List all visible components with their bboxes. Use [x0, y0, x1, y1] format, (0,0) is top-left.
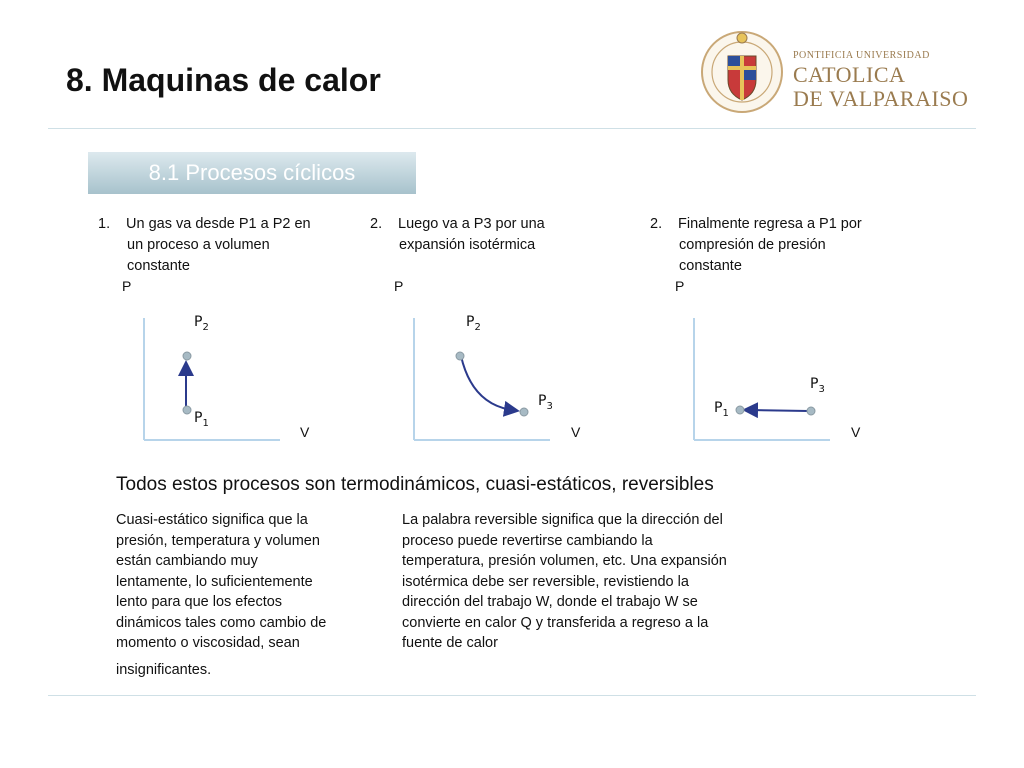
- left-para-line: momento o viscosidad, sean: [116, 635, 300, 651]
- graph-3-process-arrow: [750, 410, 808, 411]
- step-3-number: 2.: [650, 216, 663, 232]
- university-name: [793, 50, 968, 111]
- bottom-divider: [48, 695, 976, 696]
- right-para-line: fuente de calor: [402, 635, 498, 651]
- graph-3-y-label: P: [675, 278, 685, 294]
- graph-2-y-label: P: [394, 278, 404, 294]
- step-1-line1: Un gas va desde P1 a P2 en: [126, 216, 311, 232]
- step-3-line1: Finalmente regresa a P1 por: [678, 216, 862, 232]
- step-1-line2: un proceso a volumen: [127, 237, 270, 253]
- step-2-line2: expansión isotérmica: [399, 237, 536, 253]
- page-title: 8. Maquinas de calor: [66, 62, 381, 98]
- graph-1-x-label: V: [300, 424, 310, 440]
- graph-1-label-p1: $P_1$: [194, 410, 209, 429]
- step-3: [650, 214, 862, 277]
- left-para-line: lentamente, lo suficientemente: [116, 573, 313, 590]
- graph-2-point-p3: [520, 408, 528, 416]
- graph-1-pv-diagram: [130, 310, 290, 445]
- graph-1-point-p2: [183, 352, 191, 360]
- reversible-paragraph: [402, 510, 727, 654]
- left-para-last-line: insignificantes.: [116, 661, 212, 678]
- graph-1-label-p2: $P_2$: [194, 314, 209, 333]
- step-3-line2: compresión de presión: [679, 237, 826, 253]
- graph-3-point-p1: [736, 406, 744, 414]
- graph-2-label-p2: $P_2$: [466, 314, 481, 333]
- step-2-number: 2.: [370, 216, 383, 232]
- quasi-static-paragraph: [116, 510, 326, 680]
- step-1-line3: constante: [127, 258, 190, 274]
- right-para-line: temperatura, presión volumen, etc. Una expansión: [402, 553, 727, 569]
- graph-2-x-label: V: [571, 424, 581, 440]
- top-divider: [48, 128, 976, 129]
- step-2-line1: Luego va a P3 por una: [398, 216, 545, 232]
- right-para-line: isotérmica debe ser reversible, revistiendo la: [402, 573, 689, 590]
- graph-3-label-p3: $P_3$: [810, 376, 825, 395]
- graph-1-y-label: P: [122, 278, 132, 294]
- left-para-line: Cuasi-estático significa que la: [116, 512, 308, 528]
- university-line2: CATOLICA: [793, 62, 906, 87]
- right-para-line: dirección del trabajo W, donde el trabajo W se: [402, 594, 698, 610]
- graph-3-label-p1: $P_1$: [714, 400, 729, 419]
- step-1-number: 1.: [98, 216, 111, 232]
- left-para-line: presión, temperatura y volumen: [116, 532, 320, 549]
- graph-1-point-p1: [183, 406, 191, 414]
- right-para-line: convierte en calor Q y transferida a regreso a la: [402, 614, 709, 631]
- university-line1: PONTIFICIA UNIVERSIDAD: [793, 50, 930, 61]
- left-para-line: están cambiando muy: [116, 553, 258, 569]
- step-3-line3: constante: [679, 258, 742, 274]
- left-para-line: lento para que los efectos: [116, 594, 283, 610]
- graph-3-point-p3: [807, 407, 815, 415]
- step-2: [370, 214, 545, 256]
- right-para-line: proceso puede revertirse cambiando la: [402, 532, 653, 549]
- university-line3: DE VALPARAISO: [793, 86, 969, 111]
- graph-3-x-label: V: [851, 424, 861, 440]
- step-1: [98, 214, 311, 277]
- left-para-line: dinámicos tales como cambio de: [116, 614, 327, 631]
- graph-2-label-p3: $P_3$: [538, 393, 553, 412]
- right-para-line: La palabra reversible significa que la dirección del: [402, 512, 723, 528]
- summary-statement: Todos estos procesos son termodinámicos, cuasi-estáticos, reversibles: [116, 474, 714, 495]
- university-seal-icon: [700, 26, 784, 116]
- section-subtitle: 8.1 Procesos cíclicos: [88, 152, 416, 194]
- graph-2-point-p2: [456, 352, 464, 360]
- graph-2-isothermal-curve: [461, 356, 512, 410]
